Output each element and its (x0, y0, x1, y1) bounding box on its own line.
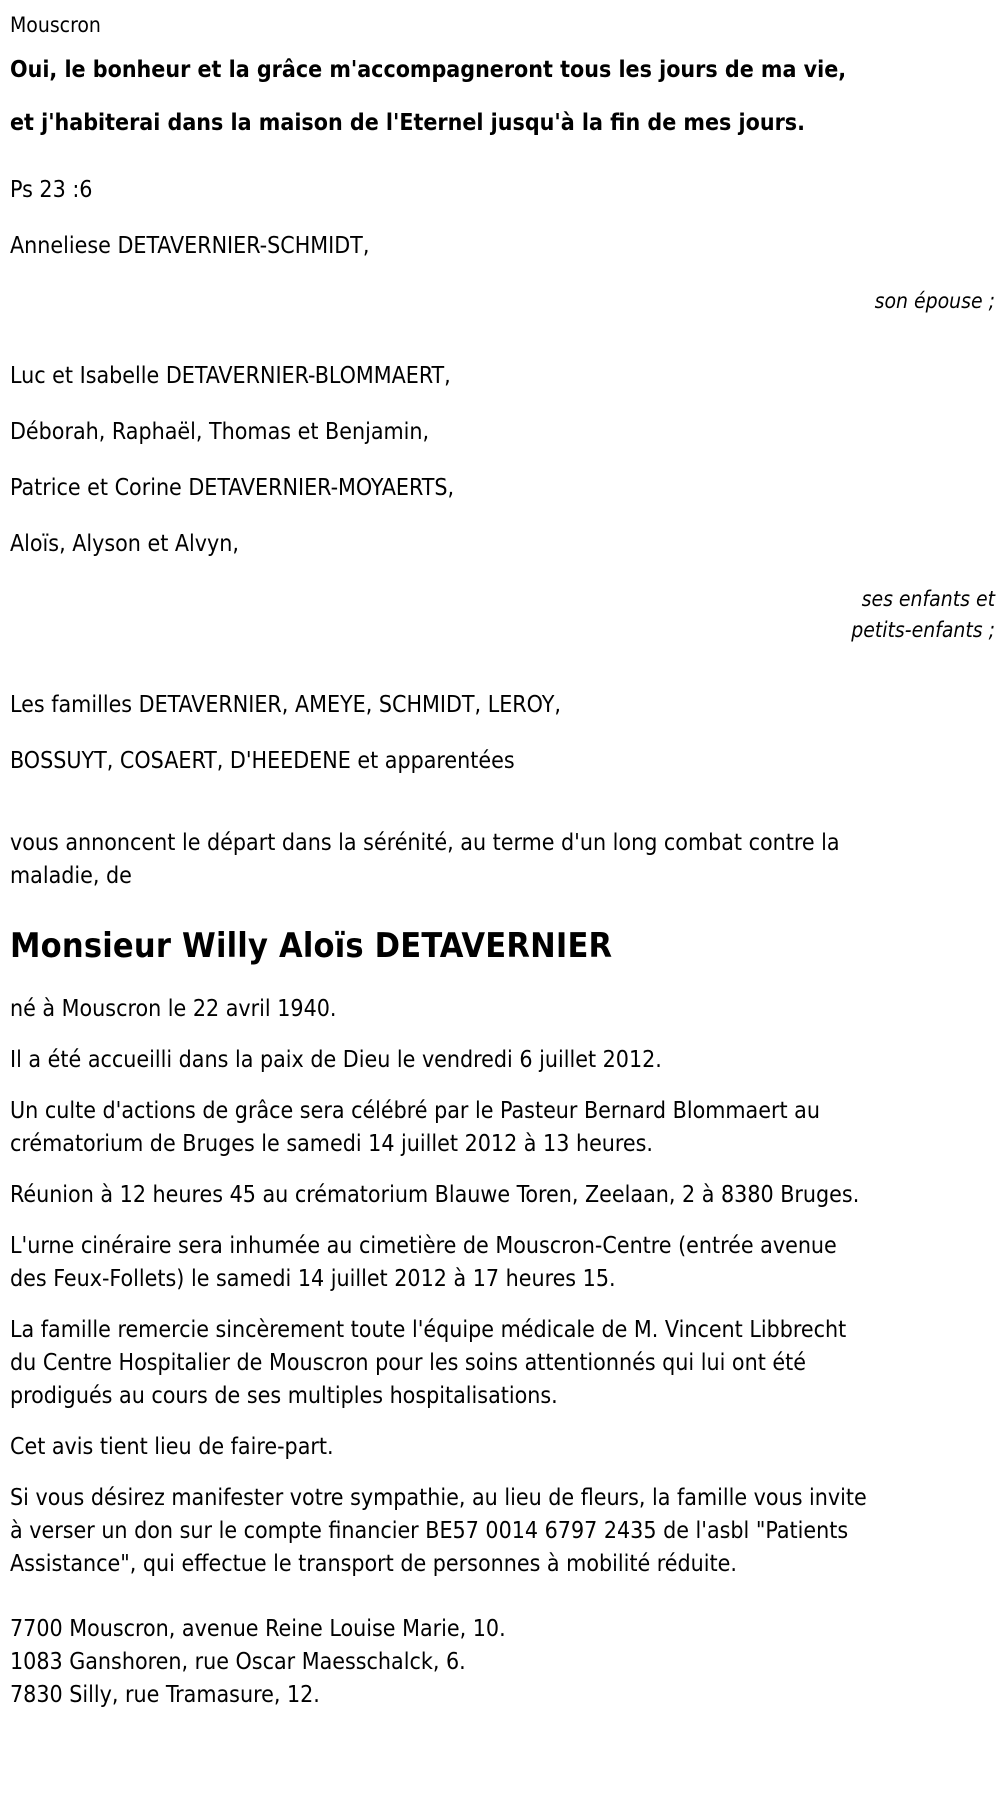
spacer (10, 911, 1000, 925)
spacer (10, 652, 1000, 666)
families-block (10, 689, 1000, 778)
children-relation-line-1: ses enfants et (861, 587, 995, 611)
detail-paragraph-gathering: Réunion à 12 heures 45 au crématorium Blauwe Toren, Zeelaan, 2 à 8380 Bruges. (10, 1182, 860, 1208)
families-line: BOSSUYT, COSAERT, D'HEEDENE et apparentées (10, 748, 515, 774)
verse-reference: Ps 23 :6 (10, 177, 93, 203)
detail-paragraph-burial: L'urne cinéraire sera inhumée au cimetière de Mouscron-Centre (entrée avenue des Feux-Follets) le samedi 14 juillet 2012 à 17 heures 15. (10, 1233, 837, 1292)
city-label: Mouscron (10, 13, 101, 37)
children-name-line: Aloïs, Alyson et Alvyn, (10, 531, 239, 557)
detail-paragraph-birth: né à Mouscron le 22 avril 1940. (10, 996, 337, 1022)
children-name-line: Patrice et Corine DETAVERNIER-MOYAERTS, (10, 475, 455, 501)
spouse-relation: son épouse ; (874, 289, 995, 313)
verse-line-2: et j'habiterai dans la maison de l'Eternel jusqu'à la fin de mes jours. (10, 110, 805, 136)
address-line: 7830 Silly, rue Tramasure, 12. (10, 1682, 320, 1708)
spacer (10, 967, 1000, 993)
verse-line-1: Oui, le bonheur et la grâce m'accompagneront tous les jours de ma vie, (10, 57, 847, 83)
children-name-line: Luc et Isabelle DETAVERNIER-BLOMMAERT, (10, 363, 451, 389)
spouse-names: Anneliese DETAVERNIER-SCHMIDT, (10, 233, 370, 259)
detail-paragraph-service: Un culte d'actions de grâce sera célébré par le Pasteur Bernard Blommaert au crématorium de Bruges le samedi 14 juillet 2012 à 13 heures. (10, 1098, 820, 1157)
families-line: Les familles DETAVERNIER, AMEYE, SCHMIDT, LEROY, (10, 692, 561, 718)
children-block (10, 360, 1000, 646)
address-line: 1083 Ganshoren, rue Oscar Maesschalck, 6. (10, 1649, 466, 1675)
children-name-line: Déborah, Raphaël, Thomas et Benjamin, (10, 419, 430, 445)
announcement-text: vous annoncent le départ dans la sérénité, au terme d'un long combat contre la maladie, de (10, 830, 840, 889)
spouse-block (10, 230, 1000, 317)
detail-paragraph-thanks: La famille remercie sincèrement toute l'équipe médicale de M. Vincent Libbrecht du Centre Hospitalier de Mouscron pour les soins attentionnés qui lui ont été prodigués au cours de ses multiples hospitalisations. (10, 1317, 847, 1409)
detail-paragraph-faire-part: Cet avis tient lieu de faire-part. (10, 1434, 334, 1460)
spacer (10, 1599, 1000, 1613)
spacer (10, 801, 1000, 827)
spacer (10, 323, 1000, 337)
addresses-block (10, 1613, 1000, 1712)
address-line: 7700 Mouscron, avenue Reine Louise Marie, 10. (10, 1616, 506, 1642)
detail-paragraph-death: Il a été accueilli dans la paix de Dieu le vendredi 6 juillet 2012. (10, 1047, 662, 1073)
deceased-name: Monsieur Willy Aloïs DETAVERNIER (10, 926, 613, 966)
detail-paragraph-donation: Si vous désirez manifester votre sympathie, au lieu de fleurs, la famille vous invite à verser un don sur le compte financier BE57 0014 6797 2435 de l'asbl "Patients Assistance", qui effectue le transport de personnes à mobilité réduite. (10, 1485, 867, 1577)
children-relation-line-2: petits-enfants ; (851, 618, 995, 642)
spacer (10, 160, 1000, 174)
